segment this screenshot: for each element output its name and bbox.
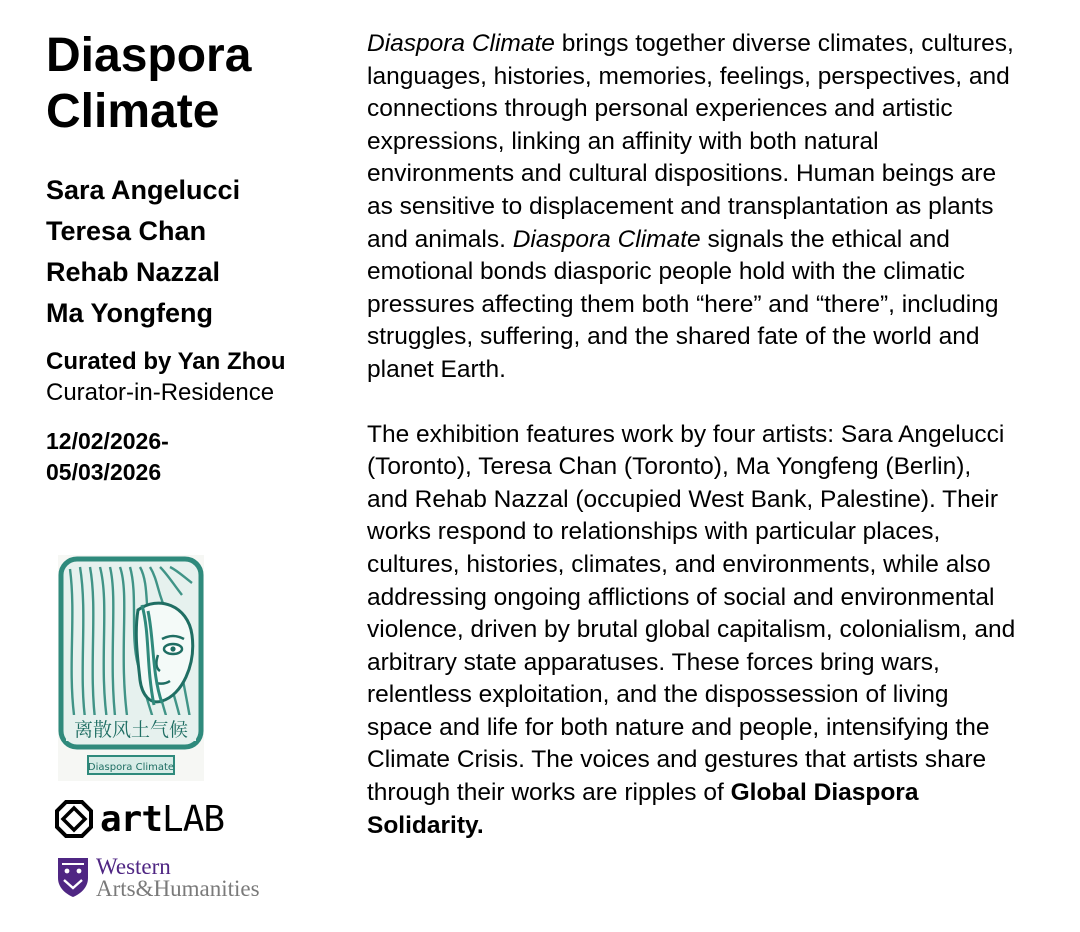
description-text: The exhibition features work by four artists: Sara Angelucci (Toronto), Teresa Chan (Toronto), Ma Yongfeng (Berlin), and Rehab Nazzal (occupied West Bank, Palestine). Their works respond to relationships with particular places, cultures, histories, climates, and environments, while also addressing ongoing afflictions of social and environmental violence, driven by brutal global capitalism, colonialism, and arbitrary state apparatuses. These forces bring wars, relentless exploitation, and the dispossession of living space and life for both nature and people, intensifying the Climate Crisis. The voices and gestures that artists share through their works are ripples of (367, 420, 1016, 807)
artist-name: Rehab Nazzal (46, 257, 221, 287)
print-english-caption: Diaspora Climate (87, 762, 175, 773)
artlab-logo (54, 794, 224, 844)
title-line-1: Diaspora (46, 29, 252, 82)
artist-name: Ma Yongfeng (46, 298, 213, 328)
western-logo (56, 856, 260, 900)
curated-by: Curated by Yan Zhou (46, 348, 286, 375)
artist-name: Sara Angelucci (46, 175, 241, 205)
title-line-2: Climate (46, 85, 220, 138)
curator-role: Curator-in-Residence (46, 379, 275, 406)
woodcut-print-image (58, 555, 204, 781)
western-name: Western (96, 854, 171, 879)
exhibition-title-italic: Diaspora Climate (512, 225, 701, 253)
western-wordmark (96, 856, 260, 900)
artlab-wordmark (100, 799, 224, 840)
exhibition-description (367, 28, 1017, 842)
description-text: signals the ethical and emotional bonds diasporic people hold with the climatic pressures affecting them both “here” and “there”, including struggles, suffering, and the shared fate of the world and planet Earth. (367, 225, 999, 383)
description-paragraph-1 (367, 28, 1017, 387)
description-emphasis: Global Diaspora Solidarity. (367, 779, 919, 839)
exhibition-info (46, 28, 336, 488)
artlab-prefix: art (100, 798, 163, 840)
artlab-suffix: LAB (162, 798, 225, 840)
artlab-octagon-icon (54, 799, 94, 839)
description-text: brings together diverse climates, cultures, languages, histories, memories, feelings, perspectives, and connections through personal experiences and artistic expressions, linking an affinity with both natural environments and cultural dispositions. Human beings are as sensitive to displacement and transplantation as plants and animals. (367, 30, 1014, 253)
description-paragraph-2 (367, 419, 1017, 843)
artist-list (46, 170, 336, 334)
exhibition-title (46, 28, 336, 140)
western-faculty: Arts&Humanities (96, 876, 260, 901)
exhibition-dates (46, 426, 336, 488)
western-crest-icon (56, 856, 90, 898)
date-start: 12/02/2026- (46, 428, 169, 454)
print-artwork (58, 555, 204, 781)
artist-name: Teresa Chan (46, 216, 207, 246)
exhibition-title-italic: Diaspora Climate (367, 30, 555, 57)
date-end: 05/03/2026 (46, 459, 162, 485)
print-chinese-caption: 离散风土气候 (73, 719, 189, 741)
